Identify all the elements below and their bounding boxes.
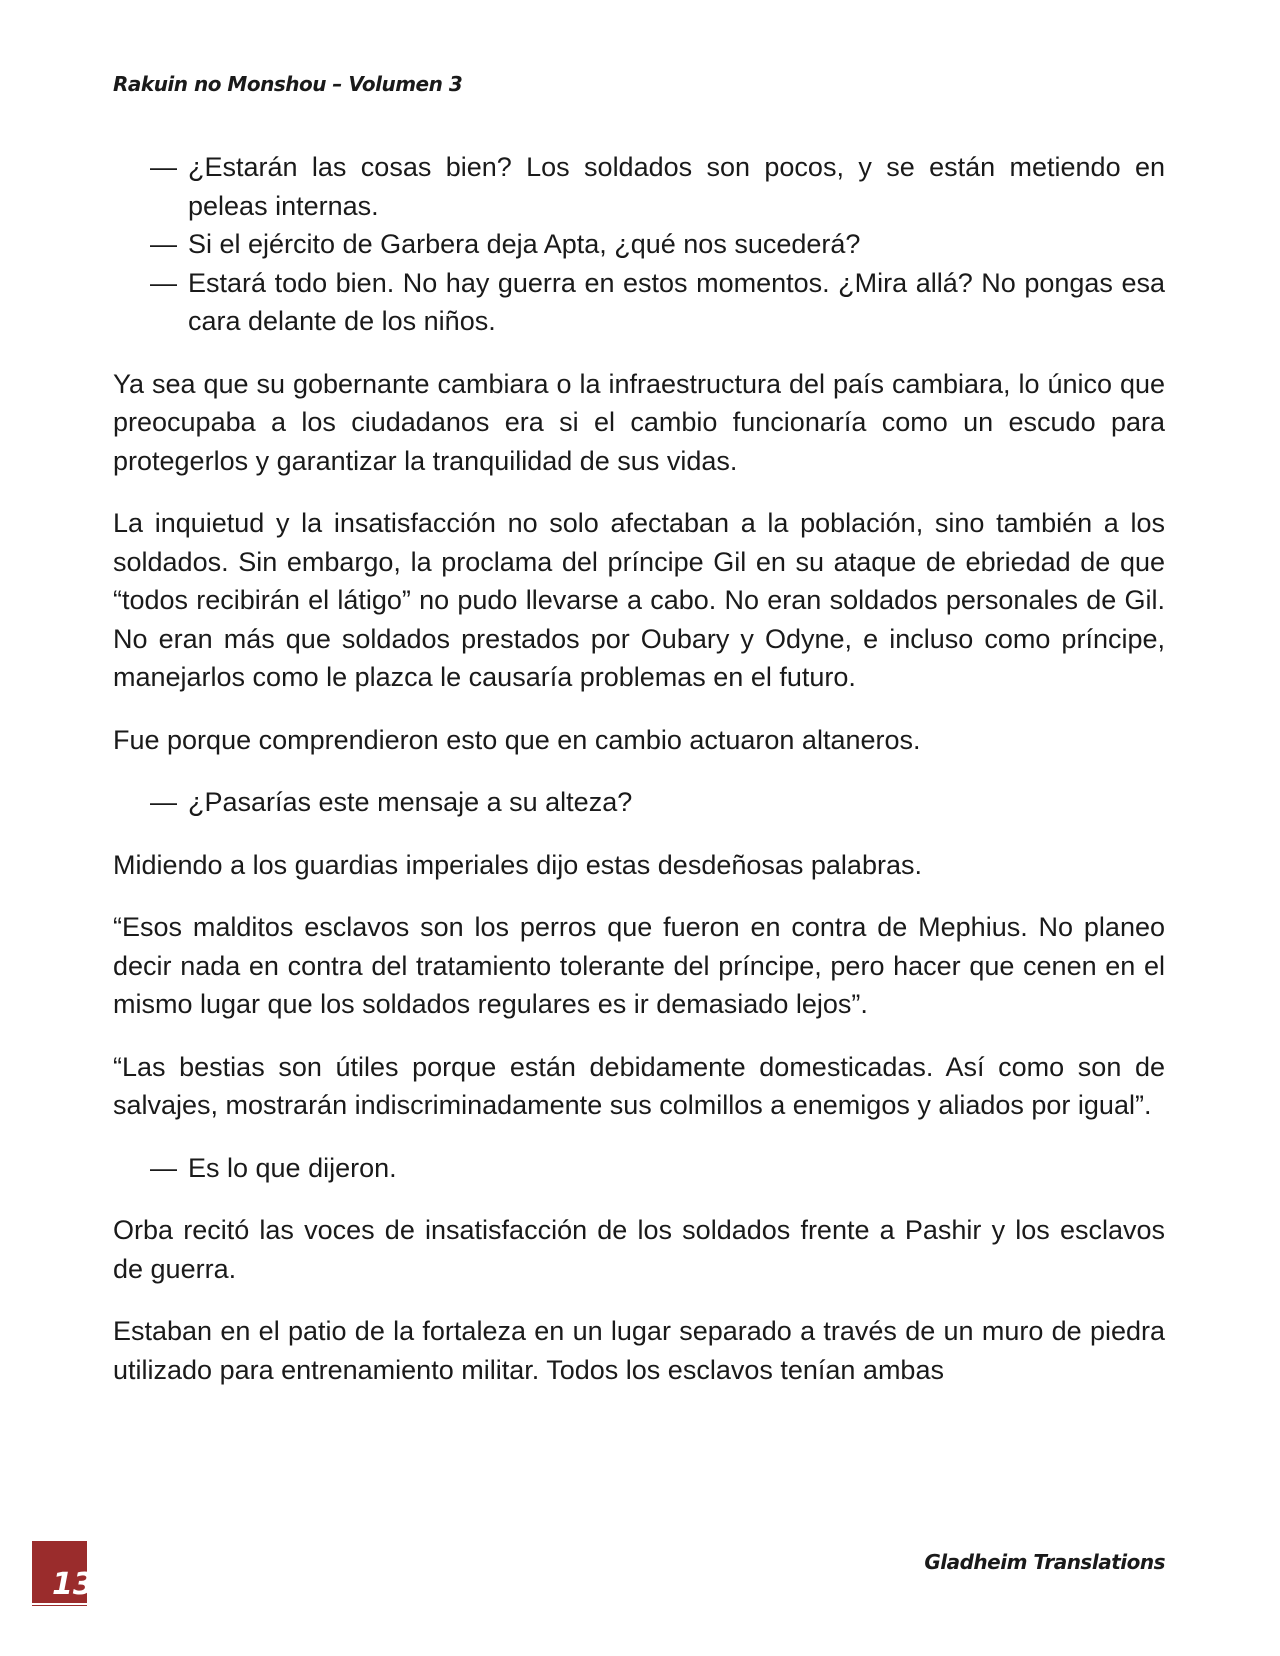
dialogue-block [113,148,1165,341]
paragraph: Orba recitó las voces de insatisfacción de los soldados frente a Pashir y los esclavos de guerra. [113,1215,1165,1284]
dialogue-line [113,148,1165,225]
paragraph: Fue porque comprendieron esto que en cambio actuaron altaneros. [113,724,921,755]
dialogue-text: Es lo que dijeron. [188,1152,397,1183]
paragraph: La inquietud y la insatisfacción no solo afectaban a la población, sino también a los soldados. Sin embargo, la proclama del príncipe Gil en su ataque de ebriedad de que “todos recibirán el látigo” no pudo llevarse a cabo. No eran soldados personales de Gil. No eran más que soldados prestados por Oubary y Odyne, e incluso como príncipe, manejarlos como le plazca le causaría problemas en el futuro. [113,508,1165,692]
dialogue-dash: — [150,267,177,298]
dialogue-dash: — [150,787,177,817]
running-header: Rakuin no Monshou – Volumen 3 [113,72,463,96]
dialogue-block [113,783,1165,822]
paragraph: Midiendo a los guardias imperiales dijo estas desdeñosas palabras. [113,849,922,880]
paragraph: “Las bestias son útiles porque están debidamente domesticadas. Así como son de salvajes, mostrarán indiscriminadamente sus colmillos a enemigos y aliados por igual”. [113,1051,1165,1120]
dialogue-dash: — [150,229,177,259]
dialogue-block [113,1149,1165,1188]
dialogue-line [113,225,1165,264]
dialogue-text: Si el ejército de Garbera deja Apta, ¿qué nos sucederá? [188,229,861,259]
page-number-underline [32,1603,87,1605]
page-body [113,148,1165,1413]
dialogue-text: ¿Pasarías este mensaje a su alteza? [188,787,633,817]
dialogue-line [113,1149,1165,1188]
dialogue-text: Estará todo bien. No hay guerra en estos momentos. ¿Mira allá? No pongas esa cara delante de los niños. [188,267,1165,336]
footer-credit: Gladheim Translations [924,1550,1165,1574]
paragraph: “Esos malditos esclavos son los perros que fueron en contra de Mephius. No planeo decir nada en contra del tratamiento tolerante del príncipe, pero hacer que cenen en el mismo lugar que los soldados regulares es ir demasiado lejos”. [113,912,1165,1019]
page-number: 13 [52,1567,94,1602]
dialogue-line [113,783,1165,822]
paragraph: Ya sea que su gobernante cambiara o la infraestructura del país cambiara, lo único que preocupaba a los ciudadanos era si el cambio funcionaría como un escudo para protegerlos y garantizar la tranquilidad de sus vidas. [113,368,1165,476]
dialogue-dash: — [150,1152,177,1183]
dialogue-line [113,264,1165,341]
paragraph: Estaban en el patio de la fortaleza en un lugar separado a través de un muro de piedra utilizado para entrenamiento militar. Todos los esclavos tenían ambas [113,1316,1165,1385]
dialogue-text: ¿Estarán las cosas bien? Los soldados son pocos, y se están metiendo en peleas internas. [188,152,1165,221]
dialogue-dash: — [150,152,177,182]
